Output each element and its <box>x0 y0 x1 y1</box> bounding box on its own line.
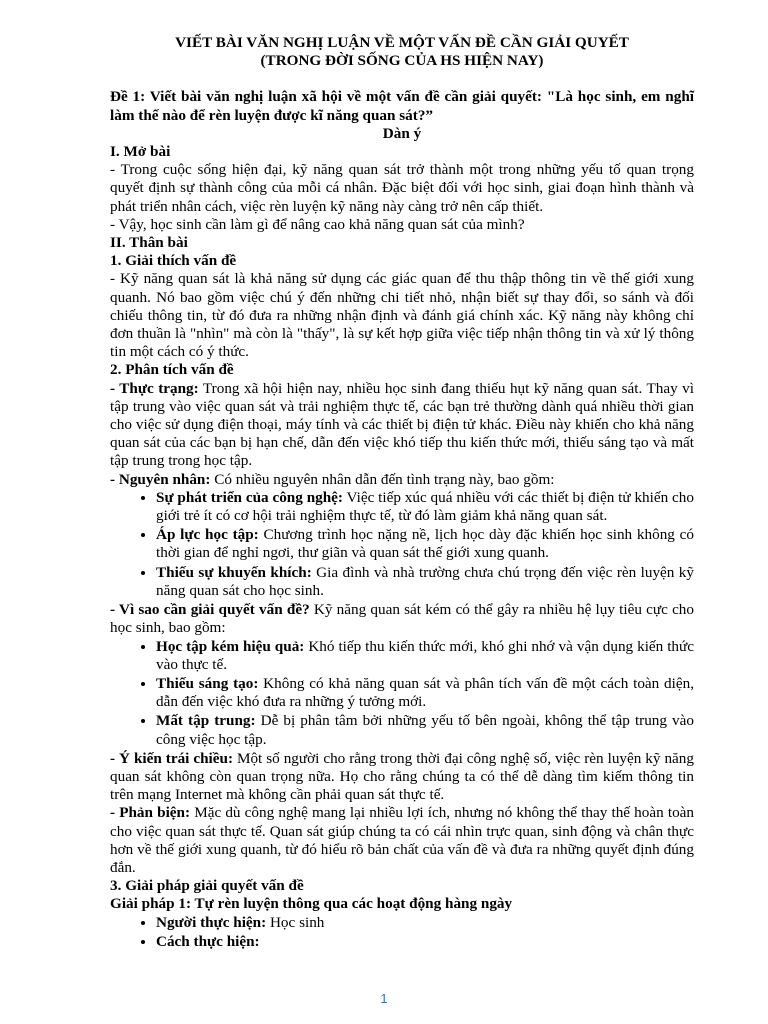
cause-label: - Nguyên nhân: <box>110 470 211 488</box>
intro-heading: I. Mở bài <box>110 143 171 161</box>
list-item-text: Việc tiếp xúc quá nhiều với các thiết bị điện tử khiến cho giới trẻ ít có cơ hội trải nghiệm thực tế, từ đó làm giảm khả năng quan sát. <box>156 488 694 525</box>
list-item <box>156 638 694 674</box>
why-label: - Vì sao cần giải quyết vấn đề? <box>110 601 310 619</box>
document-subtitle: (TRONG ĐỜI SỐNG CỦA HS HIỆN NAY) <box>260 52 544 70</box>
cause-text: Có nhiều nguyên nhân dẫn đến tình trạng này, bao gồm: <box>210 470 555 488</box>
effect-list <box>110 638 694 749</box>
section2-heading: 2. Phân tích vấn đề <box>110 361 234 379</box>
why-paragraph <box>110 601 694 637</box>
list-item <box>156 675 694 711</box>
status-label: - Thực trạng: <box>110 379 199 397</box>
outline-heading: Dàn ý <box>382 124 422 142</box>
intro-paragraph: - Trong cuộc sống hiện đại, kỹ năng quan sát trở thành một trong những yếu tố quan trọng quyết định sự thành công của mỗi cá nhân. Đặc biệt đối với học sinh, giai đoạn hình thành và phát triển nhân cách, việc rèn luyện kỹ năng này càng trở nên cấp thiết. <box>110 161 694 215</box>
list-item-label: Thiếu sáng tạo: <box>156 674 259 692</box>
list-item-label: Thiếu sự khuyến khích: <box>156 563 312 581</box>
list-item-text: Khó tiếp thu kiến thức mới, khó ghi nhớ và vận dụng kiến thức vào thực tế. <box>156 637 694 673</box>
why-text: Kỹ năng quan sát kém có thể gây ra nhiều hệ lụy tiêu cực cho học sinh, bao gồm: <box>110 601 694 637</box>
list-item <box>156 489 694 525</box>
essay-prompt: Đề 1: Viết bài văn nghị luận xã hội về một vấn đề cần giải quyết: "Là học sinh, em nghĩ làm thế nào để rèn luyện được kĩ năng quan sát?” <box>110 88 694 124</box>
list-item <box>156 712 694 748</box>
rebuttal-text: Mặc dù công nghệ mang lại nhiều lợi ích, nhưng nó không thể thay thế hoàn toàn cho việc quan sát thực tế. Quan sát giúp chúng ta có cái nhìn trực quan, sinh động và chân thực hơn về thế giới xung quanh, từ đó hiểu rõ bản chất của vấn đề và đưa ra những quyết định đúng đắn. <box>110 804 694 876</box>
document-title: VIẾT BÀI VĂN NGHỊ LUẬN VỀ MỘT VẤN ĐỀ CẦN GIẢI QUYẾT <box>175 34 629 51</box>
rebuttal-label: - Phản biện: <box>110 804 191 822</box>
rebuttal-paragraph <box>110 804 694 877</box>
list-item-label: Học tập kém hiệu quả: <box>156 637 305 655</box>
list-item <box>156 526 694 562</box>
list-item <box>156 914 694 932</box>
body-heading: II. Thân bài <box>110 234 188 252</box>
section3-heading: 3. Giải pháp giải quyết vấn đề <box>110 877 304 895</box>
status-text: Trong xã hội hiện nay, nhiều học sinh đang thiếu hụt kỹ năng quan sát. Thay vì tập trung vào việc quan sát và trải nghiệm thực tế, các bạn trẻ thường dành quá nhiều thời gian cho việc sử dụng điện thoại, máy tính và các thiết bị điện tử khác. Điều này khiến cho khả năng quan sát của các bạn bị hạn chế, dẫn đến việc khó tiếp thu kiến thức mới, thiếu sáng tạo và mất tập trung trong học tập. <box>110 379 694 470</box>
cause-list <box>110 489 694 600</box>
list-item-label: Mất tập trung: <box>156 712 256 730</box>
list-item-text: Gia đình và nhà trường chưa chú trọng đến việc rèn luyện kỹ năng quan sát cho học sinh. <box>156 563 694 599</box>
solution1-heading: Giải pháp 1: Tự rèn luyện thông qua các hoạt động hàng ngày <box>110 895 513 913</box>
cause-paragraph <box>110 471 694 489</box>
title-block <box>110 34 694 70</box>
section1-text: - Kỹ năng quan sát là khả năng sử dụng các giác quan để thu thập thông tin về thế giới xung quanh. Nó bao gồm việc chú ý đến những chi tiết nhỏ, nhận biết sự thay đổi, so sánh và đối chiếu thông tin, từ đó đưa ra những nhận định và đánh giá chính xác. Kỹ năng này không chỉ đơn thuần là "nhìn" mà còn là "thấy", là sự kết hợp giữa việc tiếp nhận thông tin và xử lý thông tin một cách có ý thức. <box>110 270 694 361</box>
opposing-label: - Ý kiến trái chiều: <box>110 749 233 767</box>
opposing-text: Một số người cho rằng trong thời đại công nghệ số, việc rèn luyện kỹ năng quan sát không còn quan trọng nữa. Họ cho rằng chúng ta có thể dễ dàng tìm kiếm thông tin trên mạng Internet mà không cần phải quan sát thực tế. <box>110 749 694 804</box>
section1-heading: 1. Giải thích vấn đề <box>110 252 237 270</box>
list-item-label: Người thực hiện: <box>156 913 267 931</box>
intro-question: - Vậy, học sinh cần làm gì để nâng cao khả năng quan sát của mình? <box>110 215 525 233</box>
list-item <box>156 564 694 600</box>
list-item-label: Sự phát triển của công nghệ: <box>156 488 343 506</box>
list-item-text: Chương trình học nặng nề, lịch học dày đặc khiến học sinh không có thời gian để nghỉ ngơi, thư giãn và quan sát thế giới xung quanh. <box>156 526 694 562</box>
solution1-list <box>110 914 694 951</box>
list-item-label: Áp lực học tập: <box>156 526 259 544</box>
page-number: 1 <box>380 990 388 1006</box>
list-item-label: Cách thực hiện: <box>156 932 260 950</box>
list-item-text: Dễ bị phân tâm bởi những yếu tố bên ngoài, không thể tập trung vào công việc học tập. <box>156 712 694 748</box>
list-item <box>156 933 694 951</box>
list-item-text: Học sinh <box>266 913 325 931</box>
list-item-text: Không có khả năng quan sát và phân tích vấn đề một cách toàn diện, dẫn đến việc khó đưa ra những ý tưởng mới. <box>156 674 694 711</box>
opposing-paragraph <box>110 750 694 805</box>
status-paragraph <box>110 380 694 471</box>
